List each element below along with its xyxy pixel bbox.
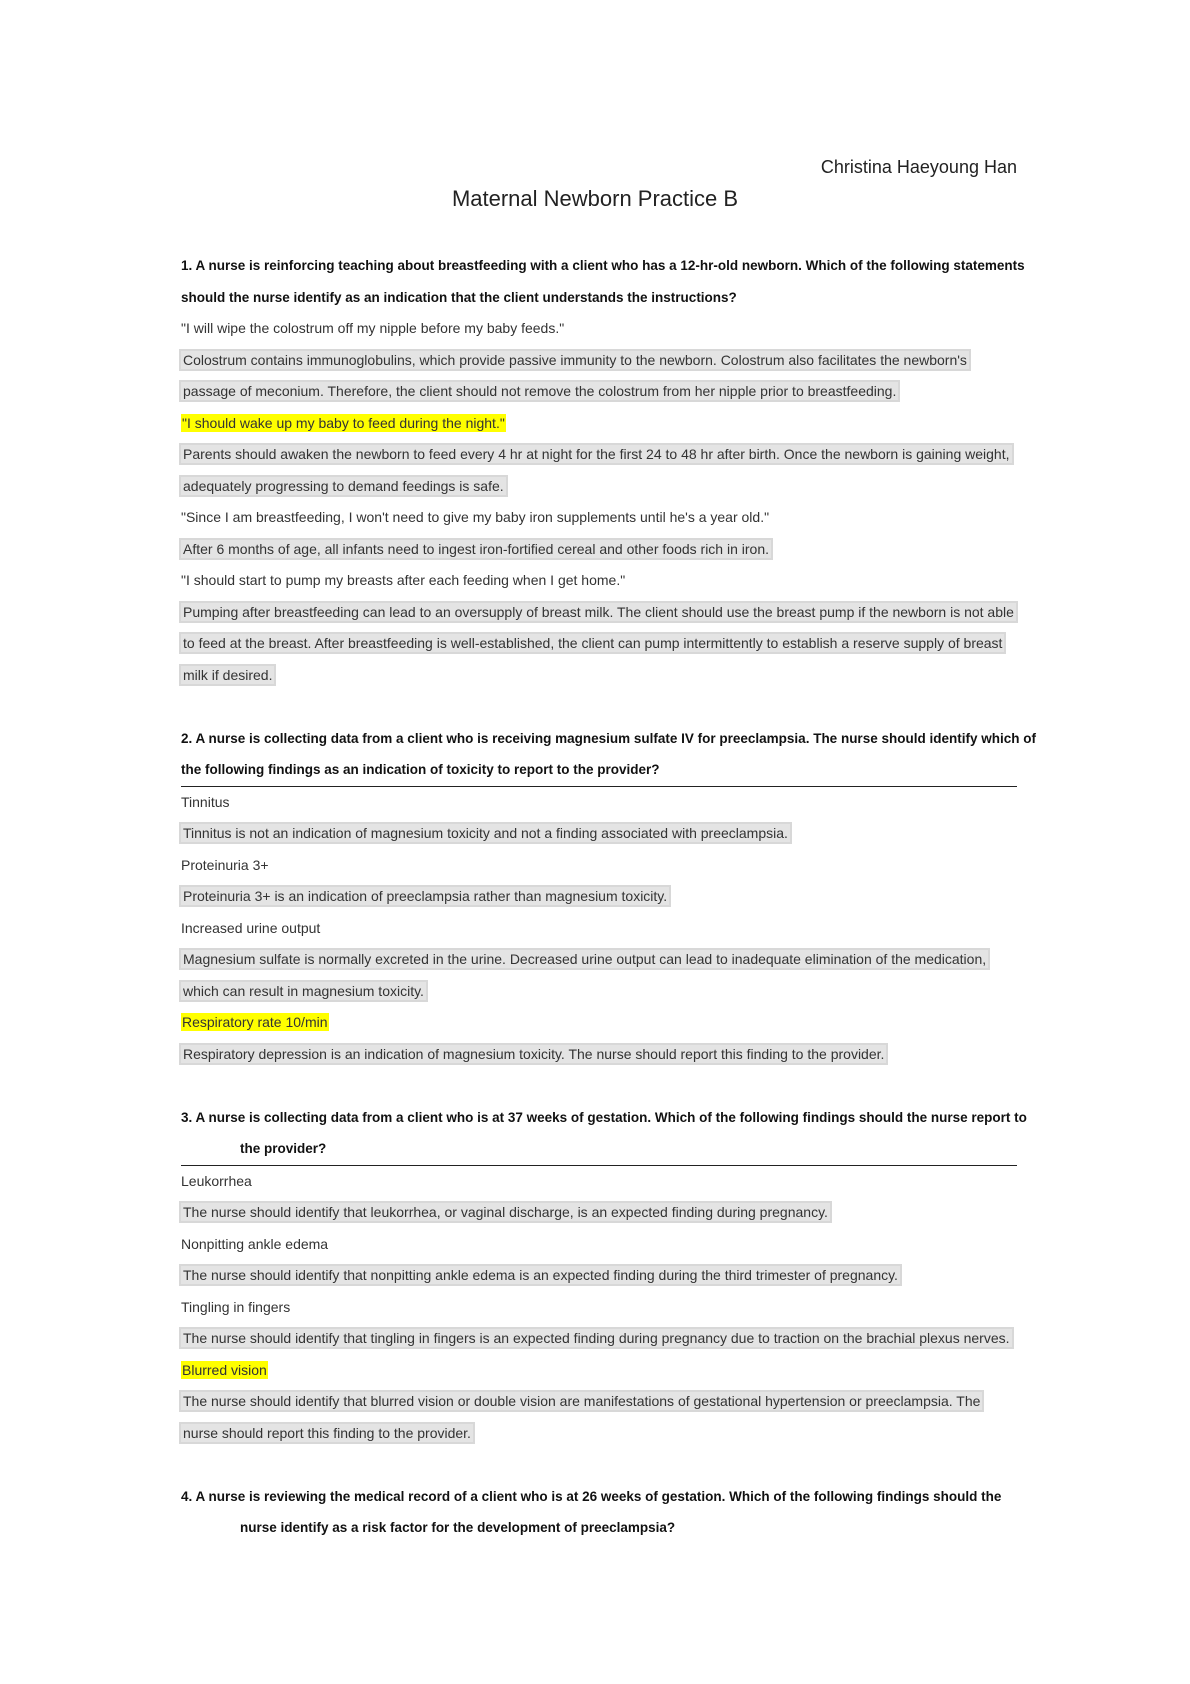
question-3-explanation-1-line-1: The nurse should identify that leukorrhea, or vaginal discharge, is an expected finding during pregnancy. — [183, 1204, 828, 1220]
author-name: Christina Haeyoung Han — [820, 157, 1017, 177]
question-3-explanation-2-line-1: The nurse should identify that nonpitting ankle edema is an expected finding during the third trimester of pregnancy. — [183, 1267, 898, 1283]
question-1-explanation-1-line-2: passage of meconium. Therefore, the client should not remove the colostrum from her nipple prior to breastfeeding. — [183, 383, 897, 399]
question-2 — [181, 723, 1036, 1071]
question-1-explanation-3-line-1: After 6 months of age, all infants need to ingest iron-fortified cereal and other foods rich in iron. — [183, 540, 769, 557]
question-4-stem-line-2: nurse identify as a risk factor for the development of preeclampsia? — [240, 1520, 676, 1535]
document-title: Maternal Newborn Practice B — [451, 186, 739, 211]
question-4-stem-line-1: 4. A nurse is reviewing the medical record of a client who is at 26 weeks of gestation. Which of the following findings should the — [181, 1488, 1002, 1504]
question-1-option-3: "Since I am breastfeeding, I won't need to give my baby iron supplements until he's a year old." — [181, 509, 770, 525]
question-1-stem-line-2: should the nurse identify as an indication that the client understands the instructions? — [181, 289, 737, 305]
question-2-option-1: Tinnitus — [181, 793, 230, 810]
question-3-explanation-4-line-1: The nurse should identify that blurred vision or double vision are manifestations of gestational hypertension or preeclampsia. The — [183, 1393, 981, 1409]
question-1-explanation-1-line-1: Colostrum contains immunoglobulins, which provide passive immunity to the newborn. Colostrum also facilitates the newborn's — [183, 351, 967, 368]
question-3-explanation-4-line-2: nurse should report this finding to the provider. — [183, 1424, 471, 1441]
question-2-explanation-4-line-1: Respiratory depression is an indication of magnesium toxicity. The nurse should report this finding to the provider. — [183, 1045, 885, 1062]
question-2-explanation-1-line-1: Tinnitus is not an indication of magnesium toxicity and not a finding associated with preeclampsia. — [183, 825, 788, 841]
question-2-option-2: Proteinuria 3+ — [181, 856, 269, 873]
question-3-option-1: Leukorrhea — [181, 1172, 252, 1189]
question-2-stem-line-1: 2. A nurse is collecting data from a client who is receiving magnesium sulfate IV for preeclampsia. The nurse should identify which of — [181, 730, 1036, 746]
question-1-stem-line-1: 1. A nurse is reinforcing teaching about breastfeeding with a client who has a 12-hr-old newborn. Which of the following statements — [181, 258, 1025, 273]
question-1-explanation-4-line-2: to feed at the breast. After breastfeeding is well-established, the client can pump intermittently to establish a reserve supply of breast — [183, 635, 1003, 651]
question-1-explanation-2-line-1: Parents should awaken the newborn to feed every 4 hr at night for the first 24 to 48 hr after birth. Once the newborn is gaining weight, — [183, 446, 1010, 462]
question-3-stem-line-1: 3. A nurse is collecting data from a client who is at 37 weeks of gestation. Which of the following findings should the nurse report to — [181, 1109, 1027, 1125]
question-2-correct-option: Respiratory rate 10/min — [182, 1014, 328, 1030]
question-3-explanation-3-line-1: The nurse should identify that tingling in fingers is an expected finding during pregnancy due to traction on the brachial plexus nerves. — [183, 1330, 1010, 1346]
question-2-option-3: Increased urine output — [181, 919, 321, 936]
question-1-option-4: "I should start to pump my breasts after each feeding when I get home." — [181, 572, 626, 588]
question-2-explanation-3-line-2: which can result in magnesium toxicity. — [183, 982, 424, 999]
question-4 — [181, 1481, 1017, 1544]
question-3-correct-option: Blurred vision — [182, 1361, 267, 1378]
question-1-explanation-4-line-3: milk if desired. — [183, 666, 273, 683]
question-2-explanation-3-line-1: Magnesium sulfate is normally excreted in the urine. Decreased urine output can lead to inadequate elimination of the medication, — [183, 951, 987, 967]
question-1-correct-option: "I should wake up my baby to feed during the night." — [182, 414, 505, 431]
question-1-explanation-4-line-1: Pumping after breastfeeding can lead to an oversupply of breast milk. The client should use the breast pump if the newborn is not able — [183, 603, 1014, 620]
question-1 — [181, 250, 1025, 691]
question-1-explanation-2-line-2: adequately progressing to demand feedings is safe. — [183, 477, 504, 494]
question-3-option-3: Tingling in fingers — [181, 1298, 291, 1315]
question-2-explanation-2-line-1: Proteinuria 3+ is an indication of preeclampsia rather than magnesium toxicity. — [183, 888, 668, 904]
document-body — [181, 250, 1036, 1544]
question-2-stem-line-2: the following findings as an indication of toxicity to report to the provider? — [181, 754, 1017, 787]
question-3-option-2: Nonpitting ankle edema — [181, 1235, 329, 1252]
question-1-option-1: "I will wipe the colostrum off my nipple before my baby feeds." — [181, 320, 565, 336]
spacer — [181, 691, 1017, 723]
spacer — [181, 1070, 1017, 1102]
spacer — [181, 1449, 1017, 1481]
question-3-stem-line-2: the provider? — [181, 1133, 1017, 1166]
question-3 — [181, 1102, 1027, 1450]
